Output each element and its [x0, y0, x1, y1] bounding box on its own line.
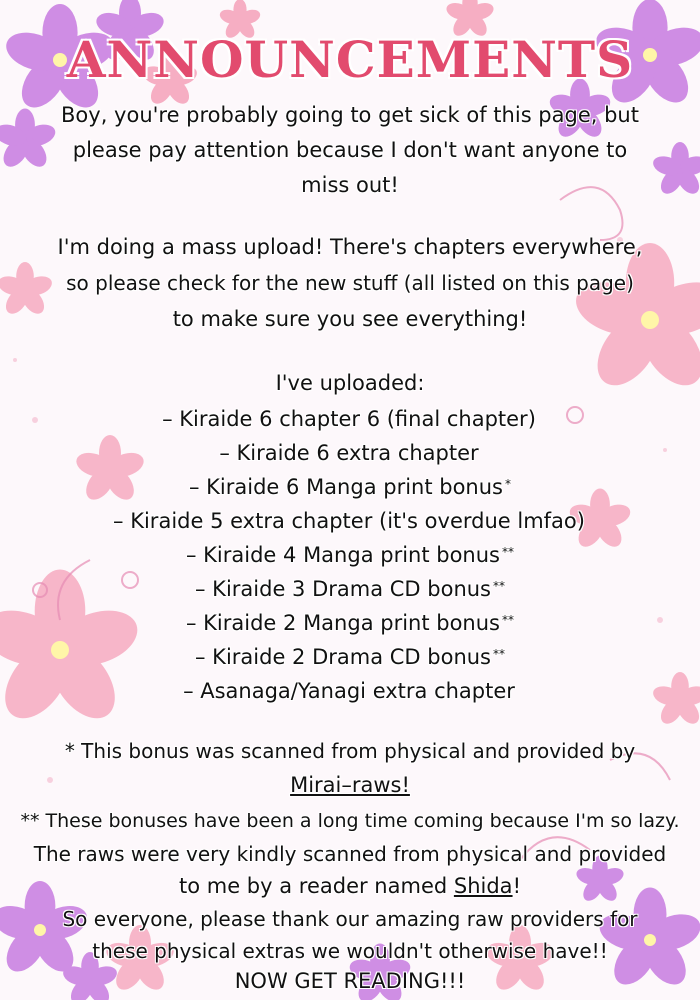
page-title: ANNOUNCEMENTS	[66, 30, 634, 89]
closing-line: NOW GET READING!!!	[234, 969, 466, 993]
mirai-raws-credit: Mirai–raws!	[290, 773, 410, 797]
note-2-line-3: to me by a reader named Shida!	[179, 874, 521, 898]
upload-line-2: so please check for the new stuff (all listed on this page)	[66, 271, 634, 295]
list-item: – Kiraide 3 Drama CD bonus **	[195, 577, 505, 601]
intro-line-3: miss out!	[301, 173, 399, 197]
list-item: – Kiraide 6 extra chapter	[219, 441, 479, 465]
uploaded-heading: I've uploaded:	[275, 371, 425, 395]
list-item: – Kiraide 6 chapter 6 (final chapter)	[162, 407, 536, 431]
upload-line-1: I'm doing a mass upload! There's chapters everywhere,	[57, 235, 643, 259]
list-item: – Kiraide 2 Manga print bonus **	[185, 611, 514, 635]
reader-name: Shida	[453, 874, 513, 898]
intro-line-1: Boy, you're probably going to get sick of this page, but	[61, 103, 639, 127]
list-item: – Kiraide 2 Drama CD bonus **	[195, 645, 505, 669]
intro-line-2: please pay attention because I don't want anyone to	[72, 138, 628, 162]
list-item: – Kiraide 6 Manga print bonus *	[188, 475, 511, 499]
note-1-line: * This bonus was scanned from physical and provided by	[64, 739, 636, 763]
note-2-line-5: these physical extras we wouldn't otherwise have!!	[92, 939, 608, 963]
list-item: – Kiraide 5 extra chapter (it's overdue lmfao)	[113, 509, 585, 533]
note-1-credit	[0, 770, 700, 800]
list-item: – Asanaga/Yanagi extra chapter	[183, 679, 515, 703]
list-item: – Kiraide 4 Manga print bonus **	[185, 543, 514, 567]
note-2-line-4: So everyone, please thank our amazing raw providers for	[62, 907, 638, 931]
note-2-line-1: ** These bonuses have been a long time coming because I'm so lazy.	[20, 810, 680, 832]
upload-line-3: to make sure you see everything!	[172, 307, 528, 331]
note-2-line-2: The raws were very kindly scanned from physical and provided	[33, 842, 667, 866]
